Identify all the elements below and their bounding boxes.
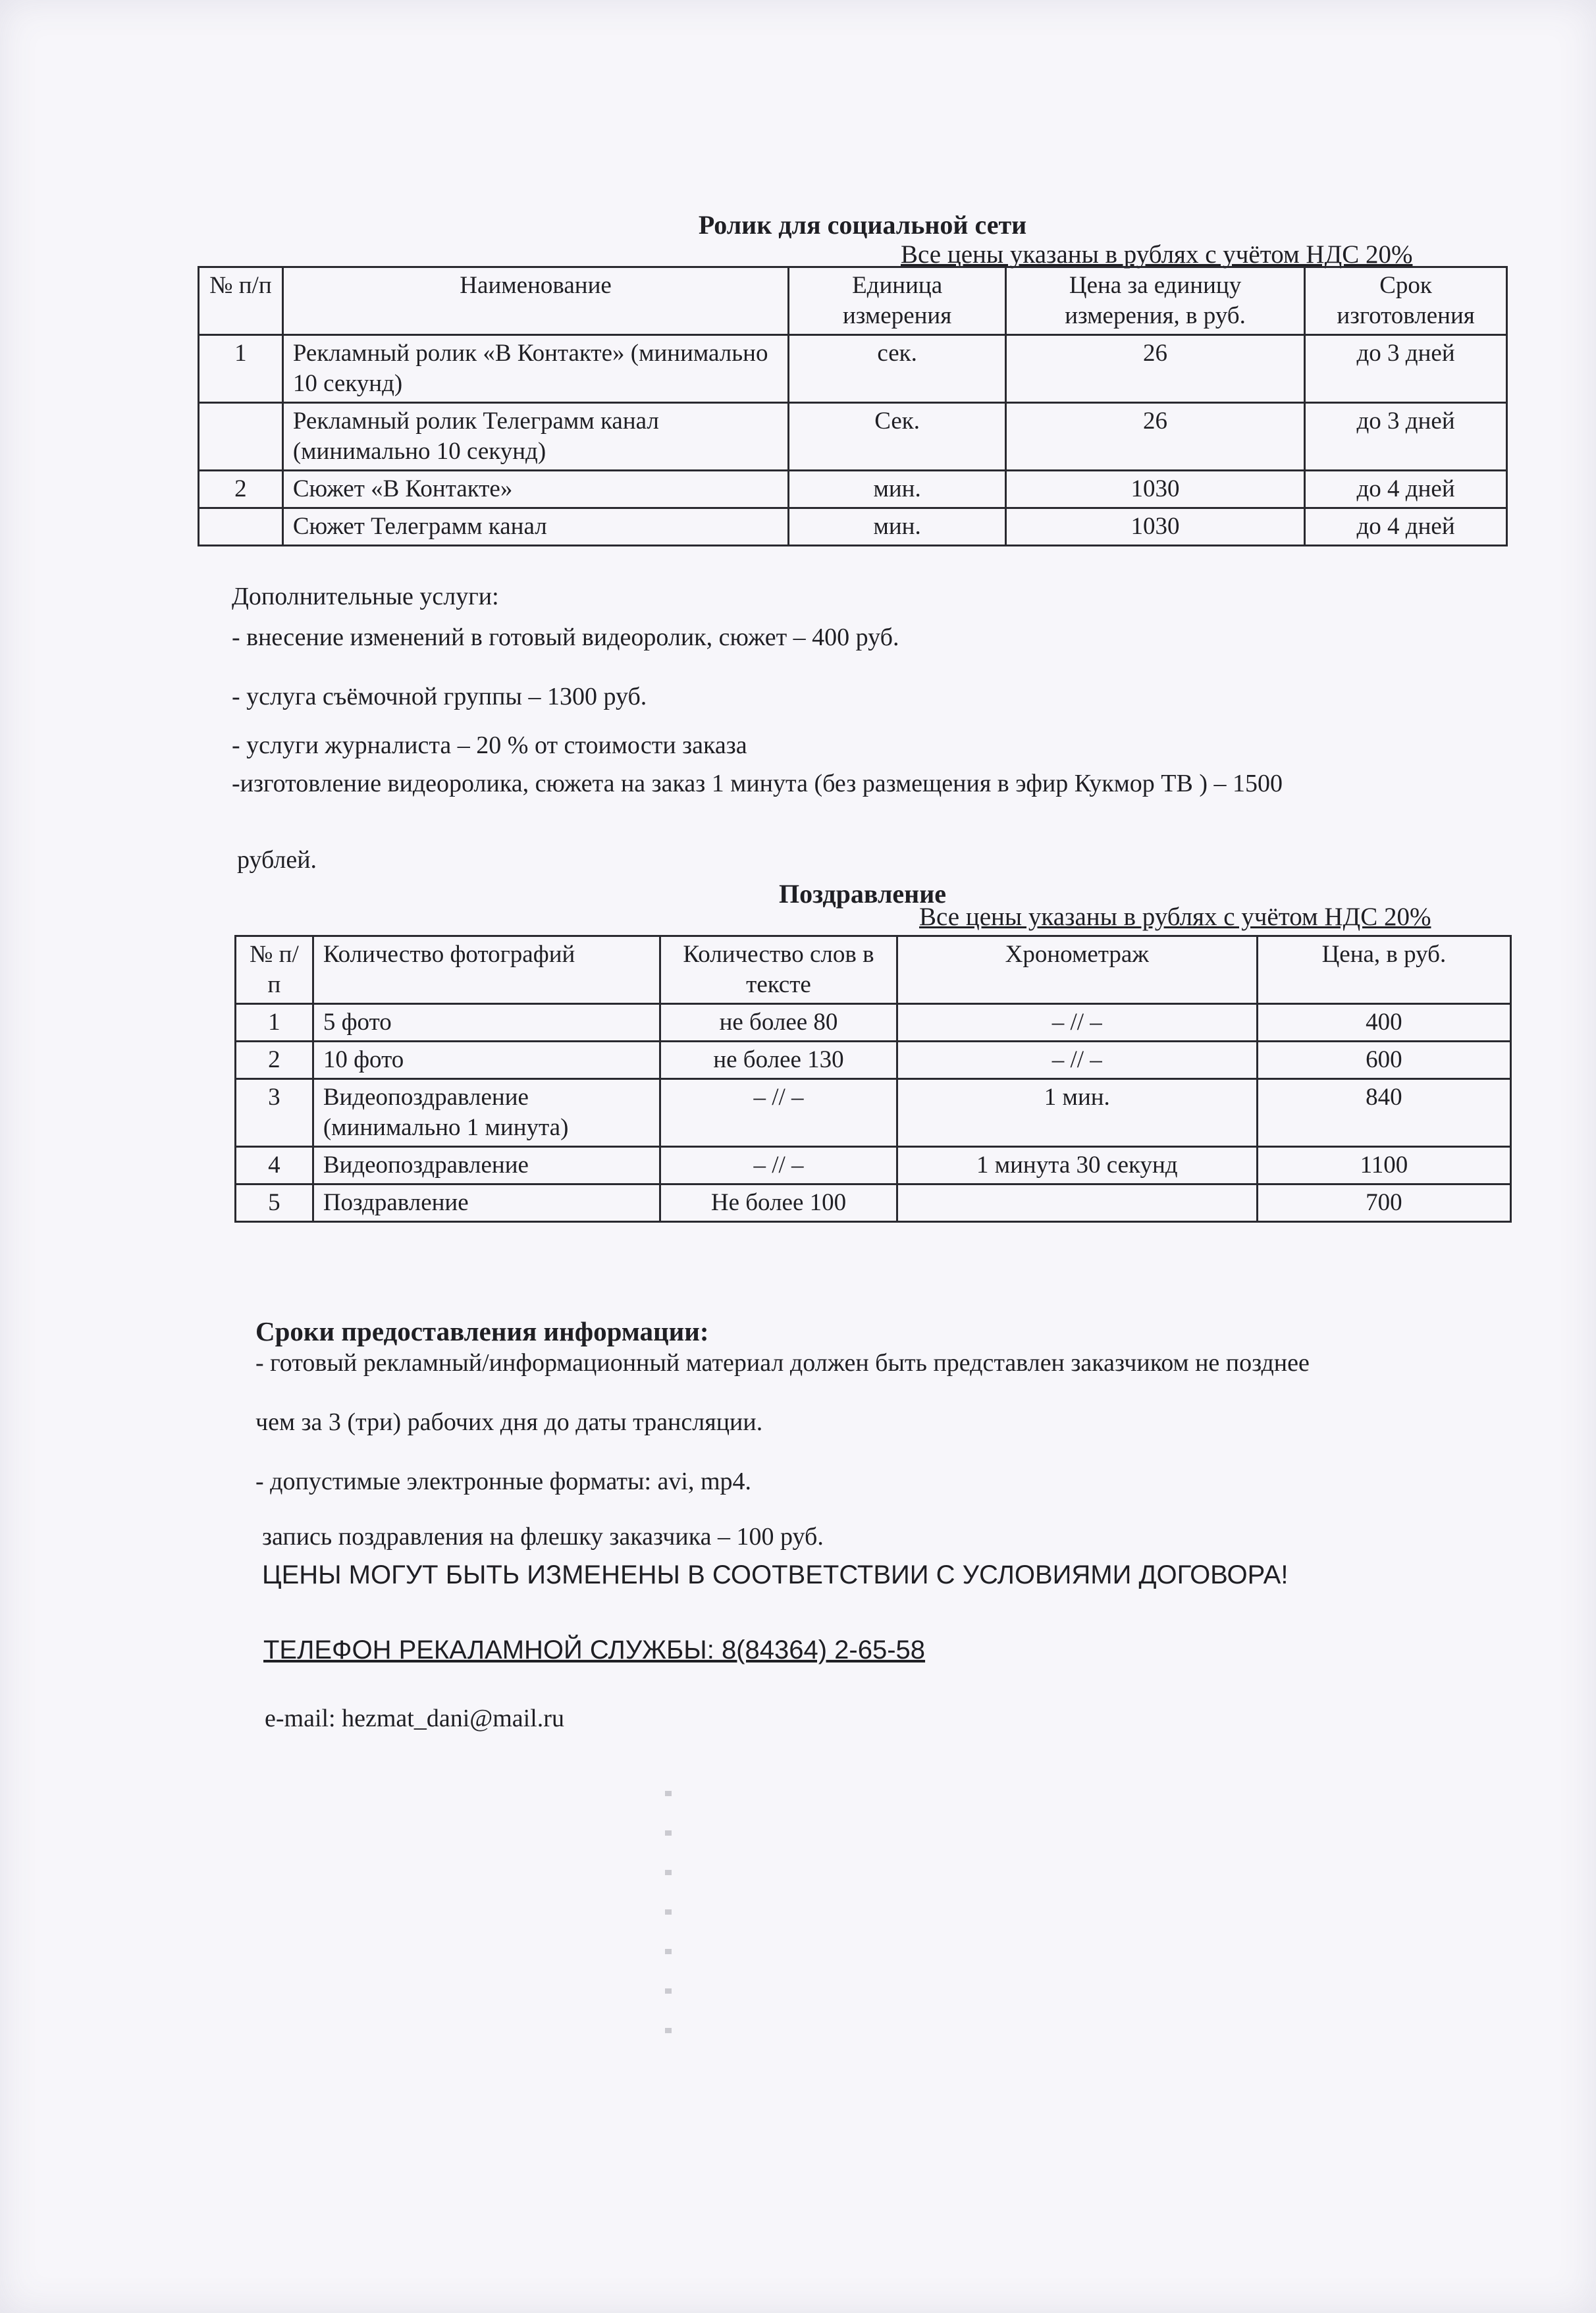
row-photos: Видеопоздравление (313, 1147, 660, 1184)
row-price: 700 (1257, 1184, 1510, 1222)
extra-services-heading: Дополнительные услуги: (232, 583, 499, 610)
terms-item: - готовый рекламный/информационный материал должен быть представлен заказчиком не позднее (255, 1349, 1310, 1377)
extra-service-item: - услуги журналиста – 20 % от стоимости заказа (232, 731, 747, 759)
greeting-table (234, 935, 1512, 1223)
row-unit: сек. (789, 335, 1006, 403)
row-price: 600 (1257, 1042, 1510, 1079)
row-price: 26 (1005, 403, 1304, 471)
row-number (199, 403, 283, 471)
table-row (199, 471, 1507, 508)
row-words: не более 80 (660, 1004, 897, 1042)
table-row (199, 403, 1507, 471)
header-cell: Количество слов в тексте (660, 936, 897, 1004)
row-words: – // – (660, 1079, 897, 1147)
table-row (199, 508, 1507, 546)
row-duration: – // – (897, 1004, 1257, 1042)
row-number: 1 (199, 335, 283, 403)
row-duration: 1 мин. (897, 1079, 1257, 1147)
row-number: 2 (236, 1042, 313, 1079)
row-term: до 3 дней (1305, 335, 1507, 403)
contact-email: e-mail: hezmat_dani@mail.ru (265, 1705, 564, 1732)
row-duration: – // – (897, 1042, 1257, 1079)
row-term: до 4 дней (1305, 471, 1507, 508)
row-term: до 3 дней (1305, 403, 1507, 471)
row-price: 26 (1005, 335, 1304, 403)
header-cell: Цена за единицу измерения, в руб. (1005, 267, 1304, 335)
row-photos: 5 фото (313, 1004, 660, 1042)
vat-note-greeting: Все цены указаны в рублях с учётом НДС 20% (919, 903, 1431, 931)
row-number: 2 (199, 471, 283, 508)
row-photos: 10 фото (313, 1042, 660, 1079)
table-row (236, 1042, 1511, 1079)
row-words: не более 130 (660, 1042, 897, 1079)
header-cell: Хронометраж (897, 936, 1257, 1004)
header-cell: № п/п (236, 936, 313, 1004)
header-cell: Срок изготовления (1305, 267, 1507, 335)
header-cell: Наименование (282, 267, 789, 335)
row-price: 1030 (1005, 508, 1304, 546)
header-cell: Цена, в руб. (1257, 936, 1510, 1004)
extra-service-item-continued: рублей. (237, 846, 317, 874)
row-number: 3 (236, 1079, 313, 1147)
row-photos: Видеопоздравление (минимально 1 минута) (313, 1079, 660, 1147)
table-row (236, 1184, 1511, 1222)
extra-service-item: -изготовление видеоролика, сюжета на заказ 1 минута (без размещения в эфир Кукмор ТВ ) – 1500 (232, 770, 1283, 797)
table-row (236, 1147, 1511, 1184)
row-words: – // – (660, 1147, 897, 1184)
row-price: 1100 (1257, 1147, 1510, 1184)
row-name: Рекламный ролик «В Контакте» (минимально 10 секунд) (282, 335, 789, 403)
terms-item: запись поздравления на флешку заказчика – 100 руб. (262, 1523, 824, 1551)
row-name: Сюжет «В Контакте» (282, 471, 789, 508)
header-cell: № п/п (199, 267, 283, 335)
table-row (236, 1079, 1511, 1147)
row-photos: Поздравление (313, 1184, 660, 1222)
row-duration: 1 минута 30 секунд (897, 1147, 1257, 1184)
extra-service-item: - внесение изменений в готовый видеоролик, сюжет – 400 руб. (232, 624, 899, 651)
row-unit: Сек. (789, 403, 1006, 471)
extra-service-item: - услуга съёмочной группы – 1300 руб. (232, 683, 647, 710)
row-number: 1 (236, 1004, 313, 1042)
row-number: 5 (236, 1184, 313, 1222)
row-duration (897, 1184, 1257, 1222)
table-header-row (199, 267, 1507, 335)
terms-item: - допустимые электронные форматы: avi, mp4. (255, 1468, 752, 1495)
row-name: Сюжет Телеграмм канал (282, 508, 789, 546)
row-unit: мин. (789, 508, 1006, 546)
row-number: 4 (236, 1147, 313, 1184)
row-price: 840 (1257, 1079, 1510, 1147)
row-term: до 4 дней (1305, 508, 1507, 546)
section-title-social: Ролик для социальной сети (698, 210, 1027, 240)
terms-heading: Сроки предоставления информации: (255, 1316, 709, 1346)
table-row (199, 335, 1507, 403)
section-title-greeting: Поздравление (778, 879, 947, 909)
row-price: 1030 (1005, 471, 1304, 508)
terms-item: чем за 3 (три) рабочих дня до даты трансляции. (255, 1408, 763, 1436)
advertising-phone: ТЕЛЕФОН РЕКАЛАМНОЙ СЛУЖБЫ: 8(84364) 2-65-58 (263, 1635, 926, 1664)
header-cell: Единица измерения (789, 267, 1006, 335)
header-cell: Количество фотографий (313, 936, 660, 1004)
row-unit: мин. (789, 471, 1006, 508)
row-number (199, 508, 283, 546)
row-name: Рекламный ролик Телеграмм канал (минимально 10 секунд) (282, 403, 789, 471)
table-header-row (236, 936, 1511, 1004)
row-price: 400 (1257, 1004, 1510, 1042)
scan-artifact (665, 1791, 672, 2067)
table-row (236, 1004, 1511, 1042)
row-words: Не более 100 (660, 1184, 897, 1222)
social-video-table (198, 266, 1508, 546)
vat-note-social: Все цены указаны в рублях с учётом НДС 20% (901, 240, 1413, 269)
prices-notice: ЦЕНЫ МОГУТ БЫТЬ ИЗМЕНЕНЫ В СООТВЕТСТВИИ С УСЛОВИЯМИ ДОГОВОРА! (262, 1560, 1289, 1589)
